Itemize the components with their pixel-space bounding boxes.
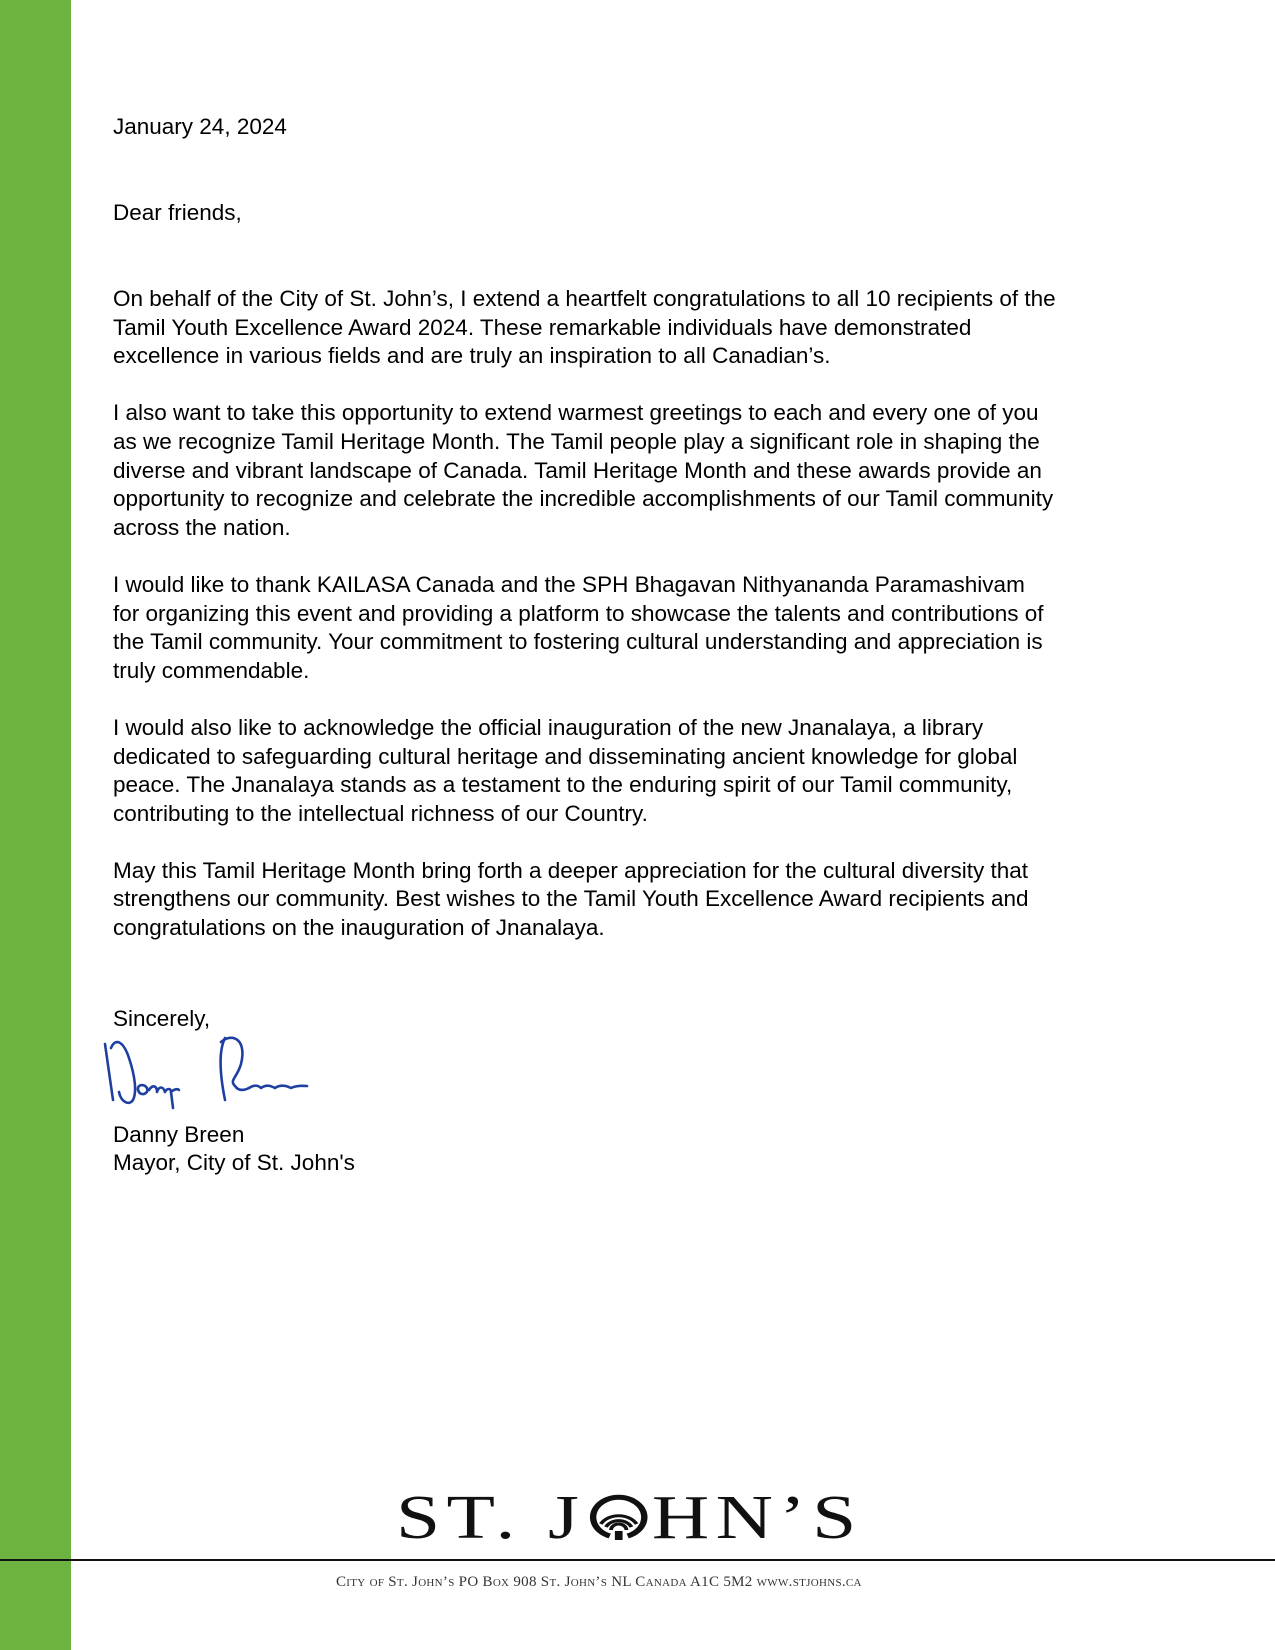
paragraph-line: excellence in various fields and are truly an inspiration to all Canadian’s.: [113, 343, 831, 369]
paragraph: [113, 857, 1173, 943]
wifi-arcs-o-icon: [589, 1490, 648, 1536]
paragraph: [113, 285, 1173, 371]
paragraph-line: On behalf of the City of St. John’s, I extend a heartfelt congratulations to all 10 recipients of the: [113, 286, 1056, 311]
paragraph-line: Tamil Youth Excellence Award 2024. These remarkable individuals have demonstrated: [113, 314, 972, 340]
paragraph-line: dedicated to safeguarding cultural heritage and disseminating ancient knowledge for global: [113, 743, 1018, 769]
paragraph-line: truly commendable.: [113, 657, 310, 683]
paragraph: [113, 714, 1173, 828]
footer-address: City of St. John’s PO Box 908 St. John’s NL Canada A1C 5M2 www.stjohns.ca: [336, 1574, 862, 1590]
letter-paragraphs: [113, 285, 1173, 971]
paragraph-line: for organizing this event and providing a platform to showcase the talents and contributions of: [113, 600, 1044, 626]
paragraph: [113, 399, 1173, 542]
paragraph-line: opportunity to recognize and celebrate the incredible accomplishments of our Tamil community: [113, 486, 1054, 512]
logo-text-right: HN’S: [651, 1484, 863, 1552]
closing: Sincerely,: [113, 1006, 211, 1031]
paragraph-line: as we recognize Tamil Heritage Month. The Tamil people play a significant role in shaping the: [113, 428, 1040, 454]
paragraph-line: contributing to the intellectual richness of our Country.: [113, 800, 648, 826]
letterhead-green-bar: [0, 0, 71, 1650]
paragraph-line: I also want to take this opportunity to extend warmest greetings to each and every one of you: [113, 400, 1039, 426]
signature-image: [101, 1030, 321, 1110]
salutation: Dear friends,: [113, 200, 242, 225]
logo-text-left: ST. J: [396, 1484, 586, 1552]
letter-date: January 24, 2024: [113, 114, 287, 139]
paragraph-line: I would like to thank KAILASA Canada and the SPH Bhagavan Nithyananda Paramashivam: [113, 571, 1025, 597]
paragraph-line: I would also like to acknowledge the official inauguration of the new Jnanalaya, a library: [113, 714, 984, 740]
paragraph-line: across the nation.: [113, 514, 291, 540]
st-johns-logo: [396, 1484, 863, 1552]
footer-divider: [0, 1559, 1275, 1561]
paragraph-line: May this Tamil Heritage Month bring forth a deeper appreciation for the cultural diversity that: [113, 857, 1029, 883]
paragraph-line: peace. The Jnanalaya stands as a testament to the enduring spirit of our Tamil community,: [113, 772, 1013, 798]
signer-name: Danny Breen: [113, 1122, 245, 1147]
paragraph-line: congratulations on the inauguration of Jnanalaya.: [113, 915, 605, 941]
signer-title: Mayor, City of St. John's: [113, 1150, 355, 1175]
paragraph-line: diverse and vibrant landscape of Canada. Tamil Heritage Month and these awards provide an: [113, 457, 1042, 483]
paragraph: [113, 571, 1173, 685]
paragraph-line: strengthens our community. Best wishes to the Tamil Youth Excellence Award recipients and: [113, 886, 1029, 912]
paragraph-line: the Tamil community. Your commitment to fostering cultural understanding and appreciation is: [113, 629, 1043, 655]
